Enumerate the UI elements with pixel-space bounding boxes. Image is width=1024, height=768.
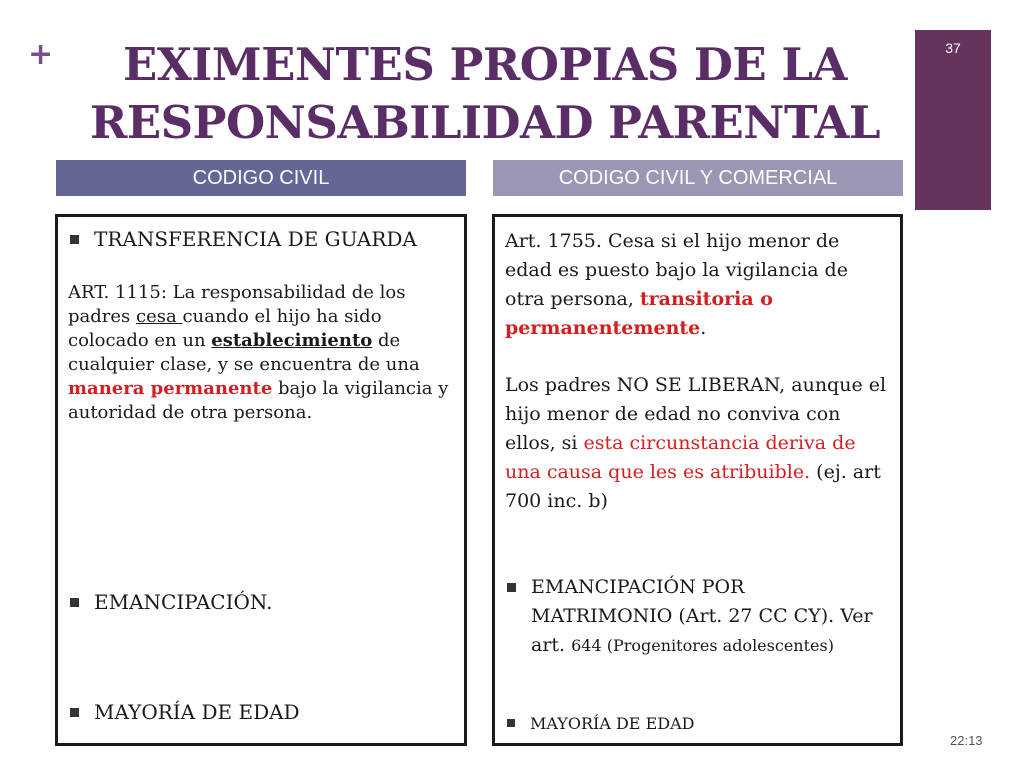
header-codigo-civil-comercial: CODIGO CIVIL Y COMERCIAL <box>493 160 903 196</box>
right-content-box <box>492 214 903 746</box>
bullet-label: EMANCIPACIÓN. <box>94 590 273 614</box>
bullet-mayoria-right <box>507 713 694 735</box>
art-text-establecimiento: establecimiento <box>211 330 373 351</box>
bullet-mayoria <box>70 699 300 725</box>
bullet-square-icon <box>507 583 516 592</box>
bullet-transferencia <box>70 226 417 252</box>
bullet-square-icon <box>507 719 515 727</box>
art-1755-paragraph <box>505 227 890 343</box>
no-se-liberan-paragraph <box>505 371 890 516</box>
bullet-square-icon <box>70 598 79 607</box>
p2-end: (ej. art 700 inc. b) <box>505 461 881 512</box>
bullet-label: MAYORÍA DE EDAD <box>530 714 695 733</box>
bullet-label <box>531 573 882 660</box>
bullet-emancipacion-matrimonio <box>507 573 882 660</box>
bullet-square-icon <box>70 708 79 717</box>
bullet-label-main: EMANCIPACIÓN POR MATRIMONIO (Art. 27 CC CY). Ver art. <box>531 576 873 656</box>
title-line-1: EXIMENTES PROPIAS DE LA <box>123 38 847 91</box>
p2-text: Los padres NO SE LIBERAN, aunque el hijo menor de edad no conviva con ellos, si <box>505 374 887 454</box>
slide-title <box>60 36 910 152</box>
left-content-box <box>55 214 467 746</box>
side-accent-block <box>915 30 991 210</box>
slide-time: 22:13 <box>950 733 983 748</box>
art-text-part: cuando el hijo ha sido colocado en un <box>68 306 382 351</box>
p1-highlight: transitoria o permanentemente <box>505 288 773 339</box>
bullet-label: TRANSFERENCIA DE GUARDA <box>94 227 417 251</box>
page-number: 37 <box>945 40 961 56</box>
p1-end: . <box>700 317 707 339</box>
art-text-part: bajo la vigilancia y autoridad de otra persona. <box>68 378 449 423</box>
art-text-part: ART. 1115: La responsabilidad de los padres <box>68 282 406 327</box>
plus-icon: + <box>28 37 54 72</box>
p1-text: Art. 1755. Cesa si el hijo menor de edad es puesto bajo la vigilancia de otra persona, <box>505 230 848 310</box>
p2-highlight: esta circunstancia deriva de una causa que les es atribuible. <box>505 432 856 483</box>
art-text-part: de cualquier clase, y se encuentra de una <box>68 330 420 375</box>
title-line-2: RESPONSABILIDAD PARENTAL <box>89 96 881 149</box>
header-codigo-civil: CODIGO CIVIL <box>56 160 466 196</box>
bullet-emancipacion <box>70 589 272 615</box>
art-1115-text <box>68 281 453 425</box>
bullet-square-icon <box>70 235 79 244</box>
bullet-label-small: 644 (Progenitores adolescentes) <box>571 636 834 655</box>
art-text-manera-permanente: manera permanente <box>68 378 273 399</box>
art-text-cesa: cesa <box>136 306 183 327</box>
bullet-label: MAYORÍA DE EDAD <box>94 700 300 724</box>
